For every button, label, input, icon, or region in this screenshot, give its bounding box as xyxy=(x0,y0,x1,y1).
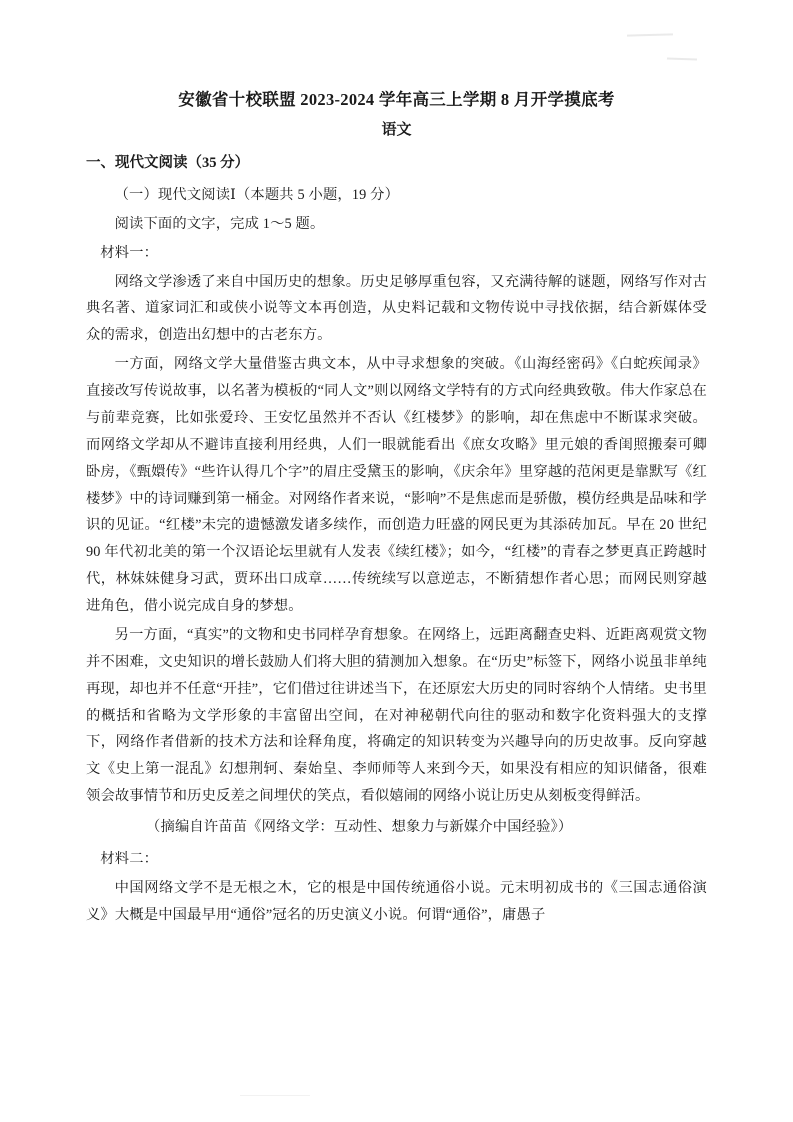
instruction-text: 阅读下面的文字，完成 1～5 题。 xyxy=(114,215,325,232)
material-2-label: 材料二： xyxy=(100,850,159,867)
page-title: 安徽省十校联盟 2023-2024 学年高三上学期 8 月开学摸底考 xyxy=(178,90,615,109)
material-1-label: 材料一： xyxy=(100,244,159,261)
scan-artifact xyxy=(627,33,673,36)
material-1-paragraph: 另一方面，“真实”的文物和史书同样孕育想象。在网络上，远距离翻查史料、近距离观赏文物并不困难，文史知识的增长鼓励人们将大胆的猜测加入想象。在“历史”标签下，网络小说虽非单纯再现，却也并不任意“开挂”，它们借过往讲述当下，在还原宏大历史的同时容纳个人情绪。史书里的概括和省略为文学形象的丰富留出空间，在对神秘朝代向往的驱动和数字化资料强大的支撑下，网络作者借新的技术方法和诠释角度，将确定的知识转变为兴趣导向的历史故事。反向穿越文《史上第一混乱》幻想荆轲、秦始皇、李师师等人来到今天，如果没有相应的知识储备，很难领会故事情节和历史反差之间埋伏的笑点，看似嬉闹的网络小说让历史从刻板变得鲜活。 xyxy=(86,626,707,805)
scan-artifact xyxy=(667,57,697,60)
material-1-paragraph: 网络文学渗透了来自中国历史的想象。历史足够厚重包容，又充满待解的谜题，网络写作对古典名著、道家词汇和或侠小说等文本再创造，从史料记载和文物传说中寻找依据，结合新媒体受众的需求，创造出幻想中的古老东方。 xyxy=(86,273,707,344)
section-heading-1: 一、现代文阅读（35 分） xyxy=(86,155,250,172)
material-1-paragraph: 一方面，网络文学大量借鉴古典文本，从中寻求想象的突破。《山海经密码》《白蛇疾闻录》直接改写传说故事，以名著为模板的“同人文”则以网络文学特有的方式向经典致敬。伟大作家总在与前辈竞赛，比如张爱玲、王安忆虽然并不否认《红楼梦》的影响，却在焦虑中不断谋求突破。而网络文学却从不避讳直接利用经典，人们一眼就能看出《庶女攻略》里元娘的香闺照搬秦可卿卧房，《甄嬛传》“些许认得几个字”的眉庄受黛玉的影响，《庆余年》里穿越的范闲更是靠默写《红楼梦》中的诗词赚到第一桶金。对网络作者来说，“影响”不是焦虑而是骄傲，模仿经典是品味和学识的见证。“红楼”未完的遗憾激发诸多续作，而创造力旺盛的网民更为其添砖加瓦。早在 20 世纪 90 年代初北美的第一个汉语论坛里就有人发表《续红楼》；如今，“红楼”的青春之梦更真正跨越时代，林妹妹健身习武，贾环出口成章……传统续写以意逆志，不断猜想作者心思；而网民则穿越进角色，借小说完成自身的梦想。 xyxy=(86,356,707,615)
subsection-heading-1: （一）现代文阅读Ⅰ（本题共 5 小题，19 分） xyxy=(114,186,400,203)
material-2-paragraph: 中国网络文学不是无根之木，它的根是中国传统通俗小说。元末明初成书的《三国志通俗演义》大概是中国最早用“通俗”冠名的历史演义小说。何谓“通俗”，庸愚子 xyxy=(86,879,707,923)
scan-artifact xyxy=(240,1095,310,1097)
page-subtitle: 语文 xyxy=(381,121,412,138)
material-1-source: （摘编自许苗苗《网络文学：互动性、想象力与新媒介中国经验》） xyxy=(146,819,573,836)
